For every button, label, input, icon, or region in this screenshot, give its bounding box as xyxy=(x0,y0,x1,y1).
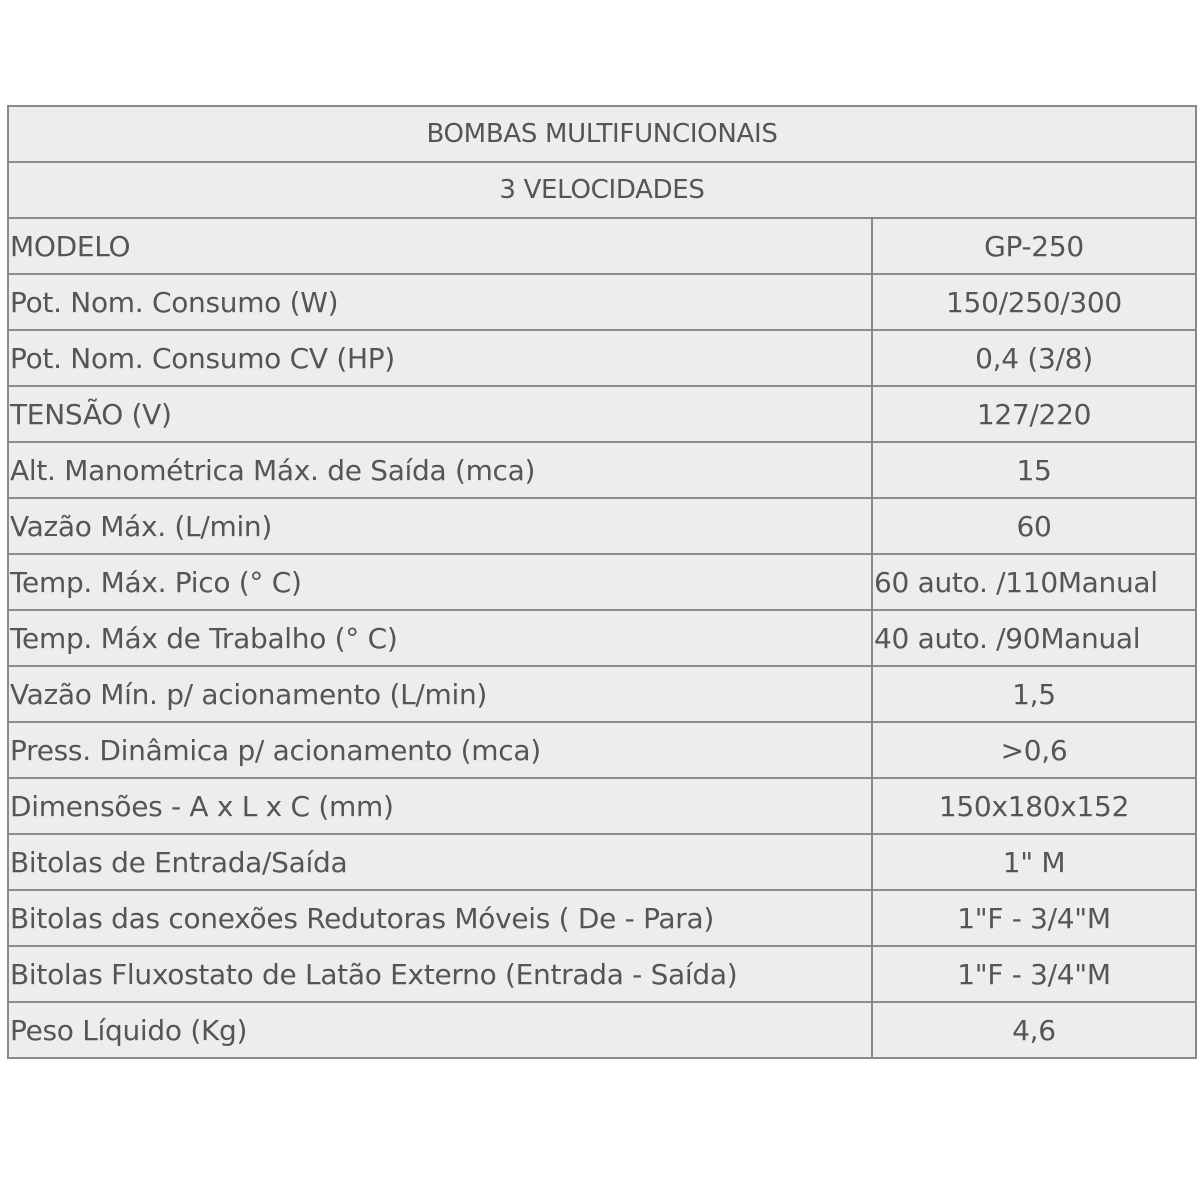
table-subtitle-row xyxy=(8,162,1196,218)
table-row xyxy=(8,610,1196,666)
table-row xyxy=(8,778,1196,834)
table-row xyxy=(8,274,1196,330)
row-label: Bitolas das conexões Redutoras Móveis ( De - Para) xyxy=(8,890,872,946)
table-title-row xyxy=(8,106,1196,162)
row-value: GP-250 xyxy=(872,218,1196,274)
spec-table xyxy=(7,105,1197,1059)
row-label: Dimensões - A x L x C (mm) xyxy=(8,778,872,834)
table-row xyxy=(8,834,1196,890)
row-value: 1,5 xyxy=(872,666,1196,722)
row-value: 60 auto. /110Manual xyxy=(872,554,1196,610)
row-value: 4,6 xyxy=(872,1002,1196,1058)
table-row xyxy=(8,1002,1196,1058)
row-label: Vazão Máx. (L/min) xyxy=(8,498,872,554)
row-label: Vazão Mín. p/ acionamento (L/min) xyxy=(8,666,872,722)
table-row xyxy=(8,722,1196,778)
row-label: TENSÃO (V) xyxy=(8,386,872,442)
row-value: 40 auto. /90Manual xyxy=(872,610,1196,666)
row-value: 1" M xyxy=(872,834,1196,890)
row-label: Temp. Máx de Trabalho (° C) xyxy=(8,610,872,666)
row-value: 127/220 xyxy=(872,386,1196,442)
table-row xyxy=(8,666,1196,722)
row-label: Bitolas de Entrada/Saída xyxy=(8,834,872,890)
table-row xyxy=(8,554,1196,610)
row-value: 60 xyxy=(872,498,1196,554)
row-label: Temp. Máx. Pico (° C) xyxy=(8,554,872,610)
row-value: >0,6 xyxy=(872,722,1196,778)
row-value: 1"F - 3/4"M xyxy=(872,890,1196,946)
row-label: Peso Líquido (Kg) xyxy=(8,1002,872,1058)
table-row xyxy=(8,218,1196,274)
table-title: BOMBAS MULTIFUNCIONAIS xyxy=(8,106,1196,162)
table-row xyxy=(8,946,1196,1002)
table-row xyxy=(8,890,1196,946)
row-value: 15 xyxy=(872,442,1196,498)
table-row xyxy=(8,498,1196,554)
row-label: Press. Dinâmica p/ acionamento (mca) xyxy=(8,722,872,778)
row-value: 1"F - 3/4"M xyxy=(872,946,1196,1002)
row-label: MODELO xyxy=(8,218,872,274)
row-value: 0,4 (3/8) xyxy=(872,330,1196,386)
row-label: Bitolas Fluxostato de Latão Externo (Entrada - Saída) xyxy=(8,946,872,1002)
row-label: Pot. Nom. Consumo CV (HP) xyxy=(8,330,872,386)
table-row xyxy=(8,442,1196,498)
table-subtitle: 3 VELOCIDADES xyxy=(8,162,1196,218)
row-value: 150/250/300 xyxy=(872,274,1196,330)
table-row xyxy=(8,386,1196,442)
row-label: Pot. Nom. Consumo (W) xyxy=(8,274,872,330)
row-label: Alt. Manométrica Máx. de Saída (mca) xyxy=(8,442,872,498)
row-value: 150x180x152 xyxy=(872,778,1196,834)
table-row xyxy=(8,330,1196,386)
